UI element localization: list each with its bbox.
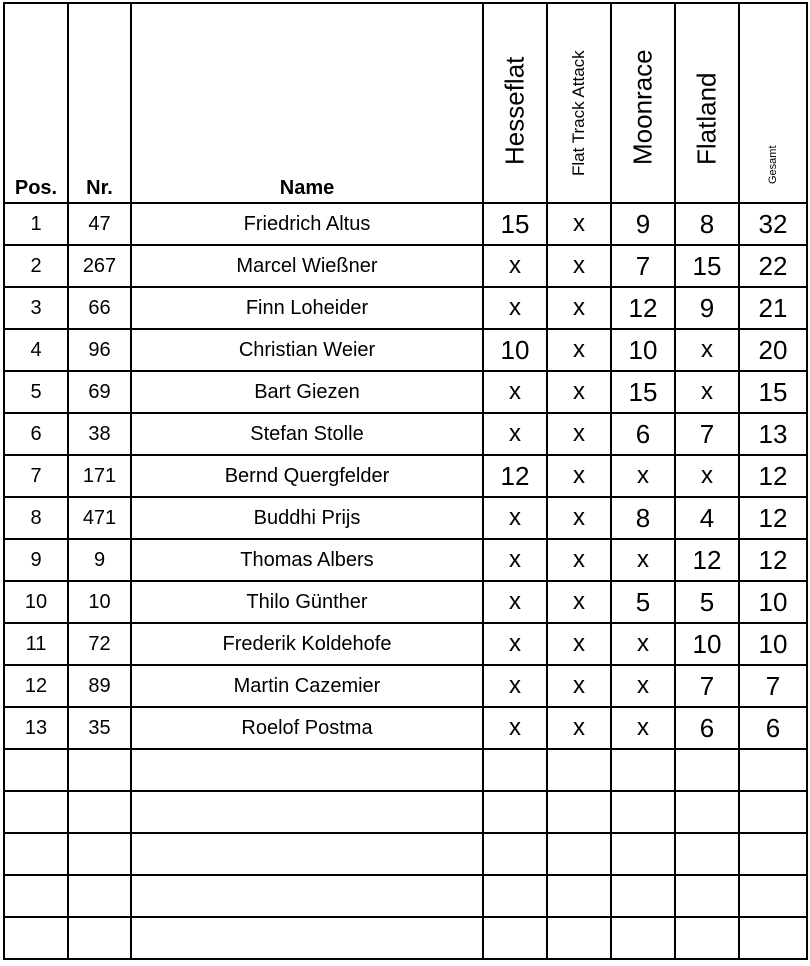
gesamt-cell: 22	[739, 245, 807, 287]
flatland-cell: 10	[675, 623, 739, 665]
flat-track-attack-cell: x	[547, 455, 611, 497]
empty-cell	[675, 917, 739, 959]
moonrace-cell: x	[611, 539, 675, 581]
table-row	[4, 329, 807, 371]
empty-cell	[131, 749, 483, 791]
empty-cell	[547, 875, 611, 917]
table-row	[4, 581, 807, 623]
header-row	[4, 3, 807, 203]
name-cell: Roelof Postma	[131, 707, 483, 749]
empty-cell	[4, 875, 68, 917]
pos-cell: 9	[4, 539, 68, 581]
name-cell: Frederik Koldehofe	[131, 623, 483, 665]
table-row	[4, 497, 807, 539]
empty-cell	[483, 791, 547, 833]
pos-cell: 1	[4, 203, 68, 245]
flatland-cell: x	[675, 371, 739, 413]
moonrace-cell: 7	[611, 245, 675, 287]
flat-track-attack-cell: x	[547, 203, 611, 245]
hesseflat-cell: x	[483, 665, 547, 707]
empty-cell	[739, 917, 807, 959]
flatland-cell: 15	[675, 245, 739, 287]
moonrace-cell: 12	[611, 287, 675, 329]
pos-cell: 10	[4, 581, 68, 623]
empty-row	[4, 917, 807, 959]
gesamt-cell: 12	[739, 455, 807, 497]
flat-track-attack-cell: x	[547, 329, 611, 371]
flatland-cell: 9	[675, 287, 739, 329]
nr-cell: 10	[68, 581, 131, 623]
flatland-cell: 8	[675, 203, 739, 245]
nr-cell: 171	[68, 455, 131, 497]
moonrace-cell: 15	[611, 371, 675, 413]
hesseflat-cell: x	[483, 707, 547, 749]
hesseflat-cell: x	[483, 245, 547, 287]
empty-cell	[131, 875, 483, 917]
empty-cell	[483, 749, 547, 791]
name-cell: Bernd Quergfelder	[131, 455, 483, 497]
flat-track-attack-cell: x	[547, 665, 611, 707]
empty-row	[4, 875, 807, 917]
flat-track-attack-cell: x	[547, 413, 611, 455]
header-name: Name	[131, 3, 483, 203]
flatland-cell: 7	[675, 665, 739, 707]
gesamt-cell: 20	[739, 329, 807, 371]
flat-track-attack-cell: x	[547, 623, 611, 665]
empty-cell	[611, 917, 675, 959]
empty-cell	[4, 833, 68, 875]
empty-cell	[68, 791, 131, 833]
moonrace-cell: 9	[611, 203, 675, 245]
empty-cell	[739, 833, 807, 875]
empty-cell	[68, 833, 131, 875]
empty-cell	[131, 917, 483, 959]
name-cell: Friedrich Altus	[131, 203, 483, 245]
name-cell: Buddhi Prijs	[131, 497, 483, 539]
moonrace-cell: x	[611, 623, 675, 665]
hesseflat-cell: x	[483, 287, 547, 329]
nr-cell: 38	[68, 413, 131, 455]
pos-cell: 12	[4, 665, 68, 707]
empty-cell	[675, 875, 739, 917]
hesseflat-cell: 10	[483, 329, 547, 371]
nr-cell: 471	[68, 497, 131, 539]
pos-cell: 8	[4, 497, 68, 539]
nr-cell: 35	[68, 707, 131, 749]
name-cell: Christian Weier	[131, 329, 483, 371]
table-row	[4, 203, 807, 245]
header-moonrace: Moonrace	[611, 3, 675, 203]
nr-cell: 47	[68, 203, 131, 245]
empty-cell	[483, 875, 547, 917]
nr-cell: 96	[68, 329, 131, 371]
pos-cell: 3	[4, 287, 68, 329]
empty-row	[4, 749, 807, 791]
empty-cell	[739, 875, 807, 917]
table-row	[4, 665, 807, 707]
table-row	[4, 413, 807, 455]
empty-cell	[739, 791, 807, 833]
moonrace-cell: x	[611, 455, 675, 497]
empty-cell	[547, 833, 611, 875]
gesamt-cell: 6	[739, 707, 807, 749]
header-hesseflat: Hesseflat	[483, 3, 547, 203]
gesamt-cell: 15	[739, 371, 807, 413]
table-row	[4, 623, 807, 665]
empty-cell	[4, 917, 68, 959]
empty-cell	[68, 875, 131, 917]
flatland-cell: x	[675, 329, 739, 371]
results-body	[4, 203, 807, 959]
empty-cell	[675, 833, 739, 875]
pos-cell: 11	[4, 623, 68, 665]
flat-track-attack-cell: x	[547, 371, 611, 413]
flatland-cell: 12	[675, 539, 739, 581]
nr-cell: 66	[68, 287, 131, 329]
empty-cell	[547, 917, 611, 959]
moonrace-cell: 10	[611, 329, 675, 371]
flat-track-attack-cell: x	[547, 539, 611, 581]
flatland-cell: x	[675, 455, 739, 497]
empty-cell	[4, 791, 68, 833]
moonrace-cell: x	[611, 665, 675, 707]
pos-cell: 4	[4, 329, 68, 371]
nr-cell: 89	[68, 665, 131, 707]
hesseflat-cell: x	[483, 581, 547, 623]
pos-cell: 2	[4, 245, 68, 287]
results-table	[3, 2, 808, 960]
header-gesamt: Gesamt	[739, 3, 807, 203]
gesamt-cell: 7	[739, 665, 807, 707]
table-row	[4, 371, 807, 413]
gesamt-cell: 12	[739, 497, 807, 539]
table-row	[4, 539, 807, 581]
gesamt-cell: 13	[739, 413, 807, 455]
empty-cell	[483, 833, 547, 875]
empty-cell	[131, 791, 483, 833]
empty-row	[4, 833, 807, 875]
name-cell: Thomas Albers	[131, 539, 483, 581]
gesamt-cell: 10	[739, 581, 807, 623]
moonrace-cell: 6	[611, 413, 675, 455]
table-row	[4, 287, 807, 329]
moonrace-cell: 8	[611, 497, 675, 539]
empty-row	[4, 791, 807, 833]
empty-cell	[547, 791, 611, 833]
table-row	[4, 245, 807, 287]
empty-cell	[611, 875, 675, 917]
header-nr: Nr.	[68, 3, 131, 203]
name-cell: Stefan Stolle	[131, 413, 483, 455]
hesseflat-cell: x	[483, 539, 547, 581]
pos-cell: 6	[4, 413, 68, 455]
flat-track-attack-cell: x	[547, 707, 611, 749]
empty-cell	[611, 749, 675, 791]
gesamt-cell: 10	[739, 623, 807, 665]
hesseflat-cell: x	[483, 371, 547, 413]
flatland-cell: 7	[675, 413, 739, 455]
name-cell: Thilo Günther	[131, 581, 483, 623]
moonrace-cell: 5	[611, 581, 675, 623]
flatland-cell: 4	[675, 497, 739, 539]
gesamt-cell: 21	[739, 287, 807, 329]
nr-cell: 69	[68, 371, 131, 413]
empty-cell	[675, 749, 739, 791]
pos-cell: 7	[4, 455, 68, 497]
flat-track-attack-cell: x	[547, 497, 611, 539]
pos-cell: 13	[4, 707, 68, 749]
empty-cell	[675, 791, 739, 833]
empty-cell	[611, 833, 675, 875]
hesseflat-cell: x	[483, 413, 547, 455]
flat-track-attack-cell: x	[547, 581, 611, 623]
name-cell: Marcel Wießner	[131, 245, 483, 287]
table-row	[4, 707, 807, 749]
hesseflat-cell: 12	[483, 455, 547, 497]
flatland-cell: 5	[675, 581, 739, 623]
hesseflat-cell: x	[483, 497, 547, 539]
hesseflat-cell: x	[483, 623, 547, 665]
name-cell: Finn Loheider	[131, 287, 483, 329]
gesamt-cell: 32	[739, 203, 807, 245]
table-row	[4, 455, 807, 497]
empty-cell	[739, 749, 807, 791]
empty-cell	[68, 749, 131, 791]
empty-cell	[611, 791, 675, 833]
flat-track-attack-cell: x	[547, 287, 611, 329]
name-cell: Martin Cazemier	[131, 665, 483, 707]
pos-cell: 5	[4, 371, 68, 413]
nr-cell: 9	[68, 539, 131, 581]
name-cell: Bart Giezen	[131, 371, 483, 413]
empty-cell	[131, 833, 483, 875]
empty-cell	[483, 917, 547, 959]
header-pos: Pos.	[4, 3, 68, 203]
empty-cell	[547, 749, 611, 791]
empty-cell	[4, 749, 68, 791]
flatland-cell: 6	[675, 707, 739, 749]
hesseflat-cell: 15	[483, 203, 547, 245]
flat-track-attack-cell: x	[547, 245, 611, 287]
empty-cell	[68, 917, 131, 959]
moonrace-cell: x	[611, 707, 675, 749]
gesamt-cell: 12	[739, 539, 807, 581]
nr-cell: 72	[68, 623, 131, 665]
header-flat-track-attack: Flat Track Attack	[547, 3, 611, 203]
header-flatland: Flatland	[675, 3, 739, 203]
nr-cell: 267	[68, 245, 131, 287]
